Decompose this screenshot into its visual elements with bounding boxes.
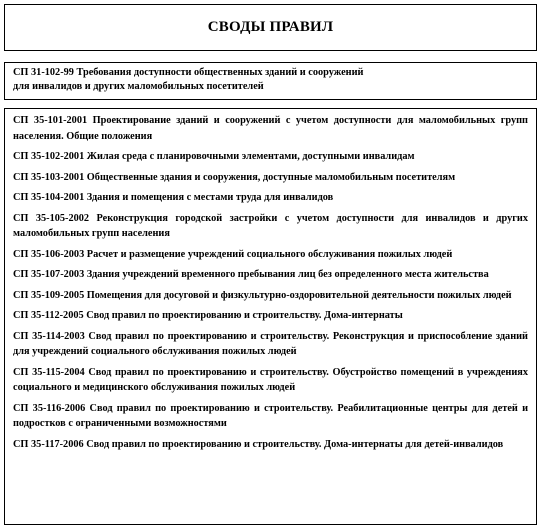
title-box (4, 4, 537, 51)
main-rule-line-2: для инвалидов и других маломобильных посетителей (13, 81, 264, 92)
rule-item-12: СП 35-116-2006 Свод правил по проектированию и строительству. Реабилитационные центры для детей и подростков с ограниченными возможностями (13, 402, 528, 429)
rule-item-8: СП 35-109-2005 Помещения для досуговой и физкультурно-оздоровительной деятельности пожилых людей (13, 289, 512, 301)
rule-item-13: СП 35-117-2006 Свод правил по проектированию и строительству. Дома-интернаты для детей-инвалидов (13, 438, 504, 450)
rule-item-11: СП 35-115-2004 Свод правил по проектированию и строительству. Обустройство помещений в учреждениях социального и медицинского обслуживания пожилых людей (13, 366, 528, 393)
rule-item-2: СП 35-102-2001 Жилая среда с планировочными элементами, доступными инвалидам (13, 151, 415, 162)
main-rule-box (4, 62, 537, 100)
rule-item-3: СП 35-103-2001 Общественные здания и сооружения, доступные маломобильным посетителям (13, 171, 456, 183)
rule-item-4: СП 35-104-2001 Здания и помещения с местами труда для инвалидов (13, 192, 334, 203)
page-title: СВОДЫ ПРАВИЛ (207, 19, 334, 35)
main-rule-line-1: СП 31-102-99 Требования доступности общественных зданий и сооружений (13, 67, 364, 78)
rule-item-6: СП 35-106-2003 Расчет и размещение учреждений социального обслуживания пожилых людей (13, 248, 453, 260)
rules-list-box (4, 108, 537, 525)
rule-item-7: СП 35-107-2003 Здания учреждений временного пребывания лиц без определенного места жительства (13, 269, 489, 280)
rule-item-9: СП 35-112-2005 Свод правил по проектированию и строительству. Дома-интернаты (13, 310, 403, 321)
rule-item-1: СП 35-101-2001 Проектирование зданий и сооружений с учетом доступности для маломобильных групп населения. Общие положения (13, 115, 528, 142)
rule-item-10: СП 35-114-2003 Свод правил по проектированию и строительству. Реконструкция и приспособление зданий для учреждений социального обслуживания пожилых людей (13, 330, 528, 357)
rule-item-5: СП 35-105-2002 Реконструкция городской застройки с учетом доступности для инвалидов и других маломобильных групп населения (13, 212, 528, 239)
